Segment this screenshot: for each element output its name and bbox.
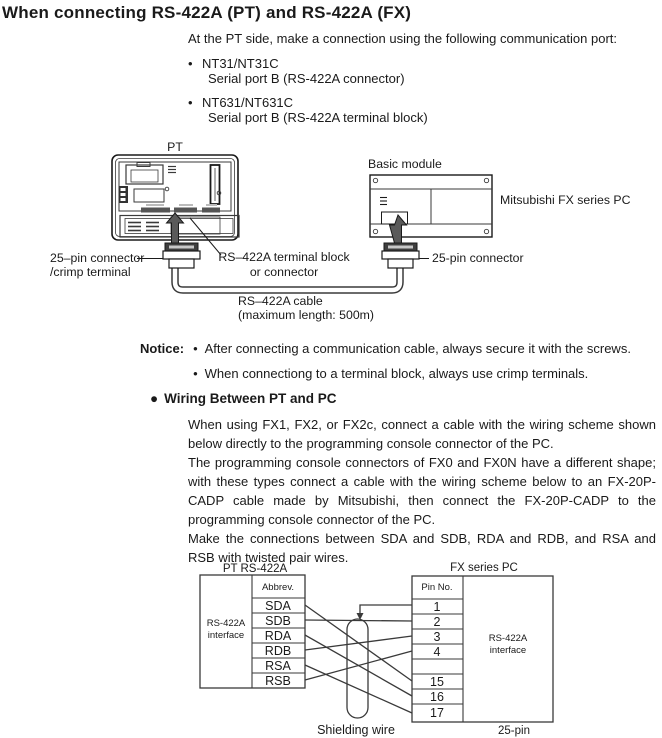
fx-interface-label-2: interface [489, 645, 527, 656]
paragraph: When using FX1, FX2, or FX2c, connect a cable with the wiring scheme shown below directly to the programming console connector of the PC. [188, 417, 656, 451]
pt-pin-labels [265, 599, 292, 688]
wire-sdb-2 [305, 620, 412, 621]
fx-pin-4: 4 [433, 645, 441, 659]
list-item-port-nt31 [188, 56, 658, 86]
pt-pin-sda: SDA [265, 599, 291, 613]
paragraph: The programming console connectors of FX0 and FX0N have a different shape; with these types connect a cable with the wiring scheme below to an FX-20P-CADP cable made by Mitsubishi, then connect the FX-20P-CADP to the programming console connector of the PC. [188, 455, 656, 527]
wiring-diagram-figure [0, 558, 662, 738]
fx-pin-3: 3 [433, 630, 441, 644]
left-connector-label-2: /crimp terminal [50, 265, 131, 279]
pc-label: Mitsubishi FX series PC [500, 193, 631, 207]
shielding-wire-label: Shielding wire [317, 723, 395, 737]
bullet-icon: • [188, 95, 193, 110]
notice-block [140, 341, 660, 391]
wire-rsb-4 [305, 651, 412, 680]
bullet-icon: • [193, 341, 198, 356]
fx-pin-15: 15 [430, 675, 444, 689]
pt-pin-rda: RDA [264, 629, 292, 643]
wires [305, 605, 412, 713]
bullet-icon: • [193, 366, 198, 381]
pin-count-label: 25-pin [498, 725, 530, 737]
pt-table [200, 563, 305, 688]
fx-interface-label: RS-422A [488, 633, 528, 644]
pt-pin-rsb: RSB [265, 674, 291, 688]
fx-pin-numbers [430, 600, 444, 720]
basic-module-drawing [368, 157, 631, 237]
port-model: NT31/NT31C [202, 56, 279, 71]
connection-overview-figure [0, 138, 662, 333]
pt-pin-sdb: SDB [265, 614, 291, 628]
paragraph: Make the connections between SDA and SDB, RDA and RDB, and RSA and RSB with twisted pair wires. [188, 531, 656, 565]
page-title: When connecting RS-422A (PT) and RS-422A (FX) [2, 3, 412, 22]
cable-label-2: (maximum length: 500m) [238, 308, 374, 322]
abbrev-header: Abbrev. [261, 582, 295, 593]
cable-label: RS–422A cable [238, 294, 323, 308]
fx-pin-17: 17 [430, 706, 444, 720]
terminal-block-label: RS–422A terminal block [218, 250, 350, 264]
pt-table-title: PT RS-422A [222, 563, 288, 575]
port-strips [141, 204, 220, 213]
left-connector-label: 25–pin connector [50, 251, 145, 265]
wiring-paragraphs [188, 415, 656, 567]
basic-module-label: Basic module [368, 157, 442, 171]
list-item-port-nt631 [188, 95, 658, 125]
right-connector-label: 25-pin connector [432, 251, 524, 265]
section-heading-text: Wiring Between PT and PC [164, 391, 337, 406]
shield-to-pin1-wire [357, 605, 413, 620]
wire-rdb-3 [305, 636, 412, 650]
notice-label: Notice: [140, 341, 185, 356]
port-detail: Serial port B (RS-422A terminal block) [208, 110, 428, 125]
pin-no-header: Pin No. [421, 582, 453, 593]
fx-pin-2: 2 [433, 615, 441, 629]
bullet-icon: • [188, 56, 193, 71]
fx-pin-1: 1 [433, 600, 441, 614]
notice-item: • After connecting a communication cable, always secure it with the screws. [193, 341, 631, 356]
vent-slats [128, 223, 159, 231]
wire-rsa-17 [305, 665, 412, 713]
section-heading [150, 391, 337, 406]
pt-interface-label-2: interface [207, 630, 245, 641]
fx-table-title: FX series PC [450, 562, 518, 574]
fx-table [412, 562, 553, 737]
fx-pin-16: 16 [430, 690, 444, 704]
pt-pin-rdb: RDB [264, 644, 292, 658]
port-model: NT631/NT631C [202, 95, 294, 110]
terminal-block-label-2: or connector [249, 265, 319, 279]
intro-block [188, 31, 658, 134]
vent-marks [168, 167, 176, 173]
notice-item: • When connectiong to a terminal block, always use crimp terminals. [193, 366, 589, 381]
intro-text: At the PT side, make a connection using the following communication port: [188, 31, 617, 46]
right-25pin-connector [382, 243, 419, 268]
section-bullet-icon: ● [150, 391, 159, 406]
module-marking [380, 198, 387, 205]
up-arrow-icon [167, 213, 184, 243]
pt-label: PT [167, 140, 183, 154]
left-25pin-connector [163, 243, 200, 268]
up-arrow-icon [390, 215, 407, 243]
pt-pin-rsa: RSA [265, 659, 291, 673]
pt-interface-label: RS-422A [206, 618, 246, 629]
port-detail: Serial port B (RS-422A connector) [208, 71, 405, 86]
